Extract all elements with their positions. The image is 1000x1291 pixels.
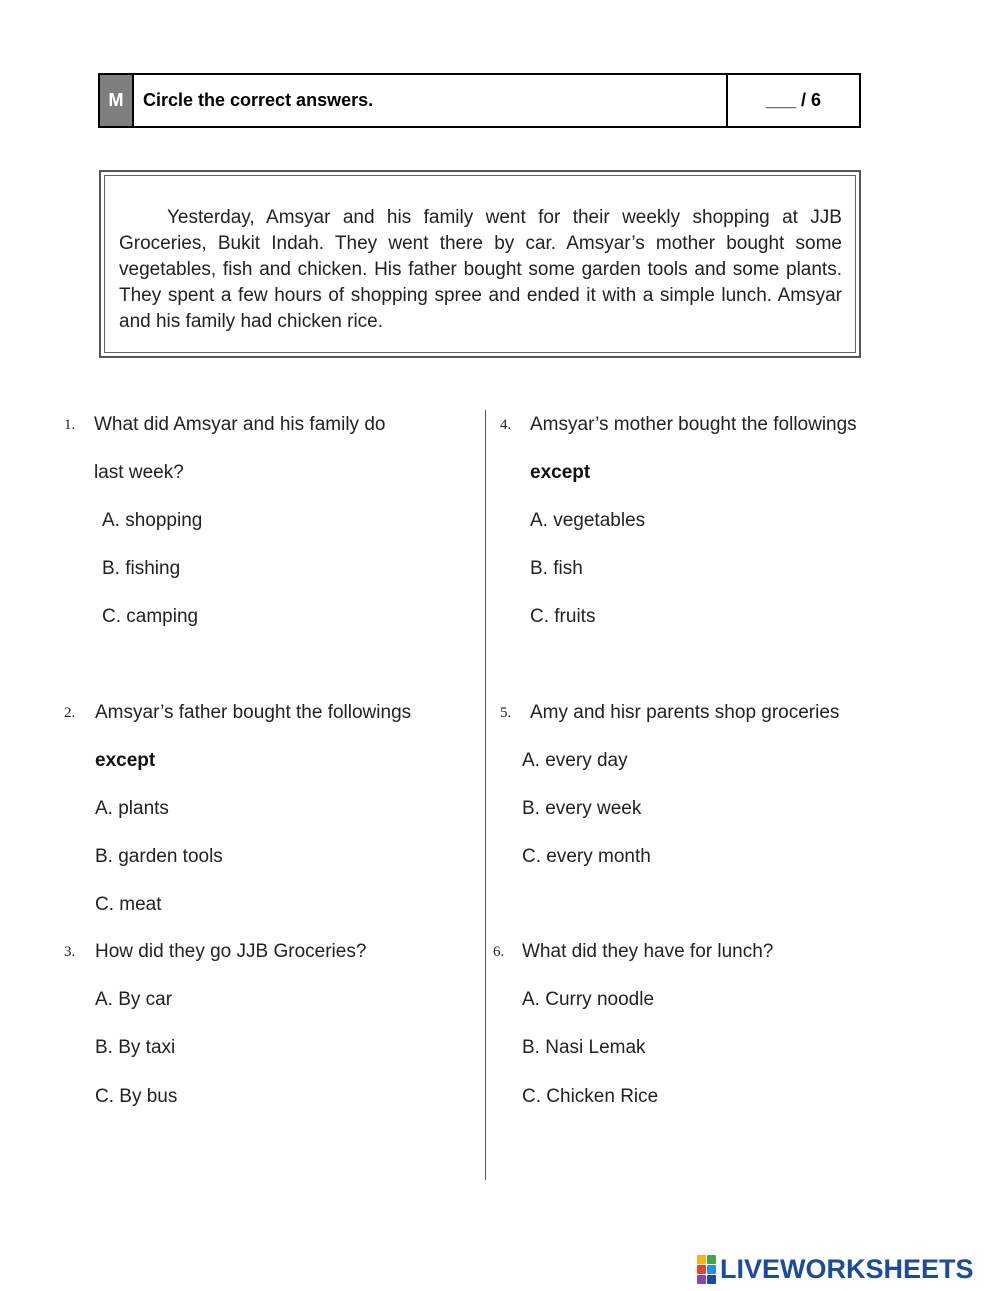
question-text: What did they have for lunch?	[522, 941, 774, 962]
question-text: Amsyar’s father bought the followings	[95, 702, 412, 723]
answer-option[interactable]: A. vegetables	[530, 510, 646, 531]
question-text-except: except	[530, 462, 591, 483]
answer-option[interactable]: C. Chicken Rice	[522, 1086, 659, 1107]
question-text-continued: last week?	[94, 462, 184, 483]
answer-option[interactable]: A. shopping	[102, 510, 203, 531]
section-letter: M	[100, 75, 134, 126]
answer-option[interactable]: C. meat	[95, 894, 162, 915]
question-text: Amy and hisr parents shop groceries	[530, 702, 840, 723]
answer-option[interactable]: B. garden tools	[95, 846, 223, 867]
answer-option[interactable]: B. every week	[522, 798, 642, 819]
question-number: 2.	[64, 705, 76, 721]
question-number: 6.	[493, 944, 505, 960]
answer-option[interactable]: B. By taxi	[95, 1037, 176, 1058]
answer-option[interactable]: A. plants	[95, 798, 169, 819]
reading-passage: Yesterday, Amsyar and his family went for their weekly shopping at JJB Groceries, Bukit Indah. They went there by car. Amsyar’s mother bought some vegetables, fish and chicken. His father bought some garden tools and some plants. They spent a few hours of shopping spree and ended it with a simple lunch. Amsyar and his family had chicken rice.	[119, 207, 842, 332]
liveworksheets-logo	[697, 1254, 974, 1284]
answer-option[interactable]: A. every day	[522, 750, 628, 771]
answer-option[interactable]: C. fruits	[530, 606, 596, 627]
logo-text: LIVEWORKSHEETS	[720, 1253, 974, 1284]
column-divider	[485, 410, 486, 1180]
answer-option[interactable]: B. fish	[530, 558, 583, 579]
answer-option[interactable]: B. fishing	[102, 558, 181, 579]
question-text: How did they go JJB Groceries?	[95, 941, 367, 962]
reading-passage-box	[99, 170, 861, 358]
question-number: 5.	[500, 705, 512, 721]
answer-option[interactable]: A. By car	[95, 989, 173, 1010]
score-field: ___ / 6	[765, 90, 822, 110]
answer-option[interactable]: C. every month	[522, 846, 651, 867]
answer-option[interactable]: C. camping	[102, 606, 199, 627]
instruction-title: Circle the correct answers.	[134, 75, 728, 126]
section-header	[98, 73, 861, 128]
answer-option[interactable]: C. By bus	[95, 1086, 178, 1107]
question-number: 4.	[500, 417, 512, 433]
answer-option[interactable]: A. Curry noodle	[522, 989, 655, 1010]
question-text: What did Amsyar and his family do	[94, 414, 386, 435]
question-text-except: except	[95, 750, 156, 771]
question-number: 3.	[64, 944, 76, 960]
liveworksheets-logo-icon	[697, 1255, 716, 1284]
question-number: 1.	[64, 417, 76, 433]
question-text: Amsyar’s mother bought the followings	[530, 414, 857, 435]
answer-option[interactable]: B. Nasi Lemak	[522, 1037, 646, 1058]
